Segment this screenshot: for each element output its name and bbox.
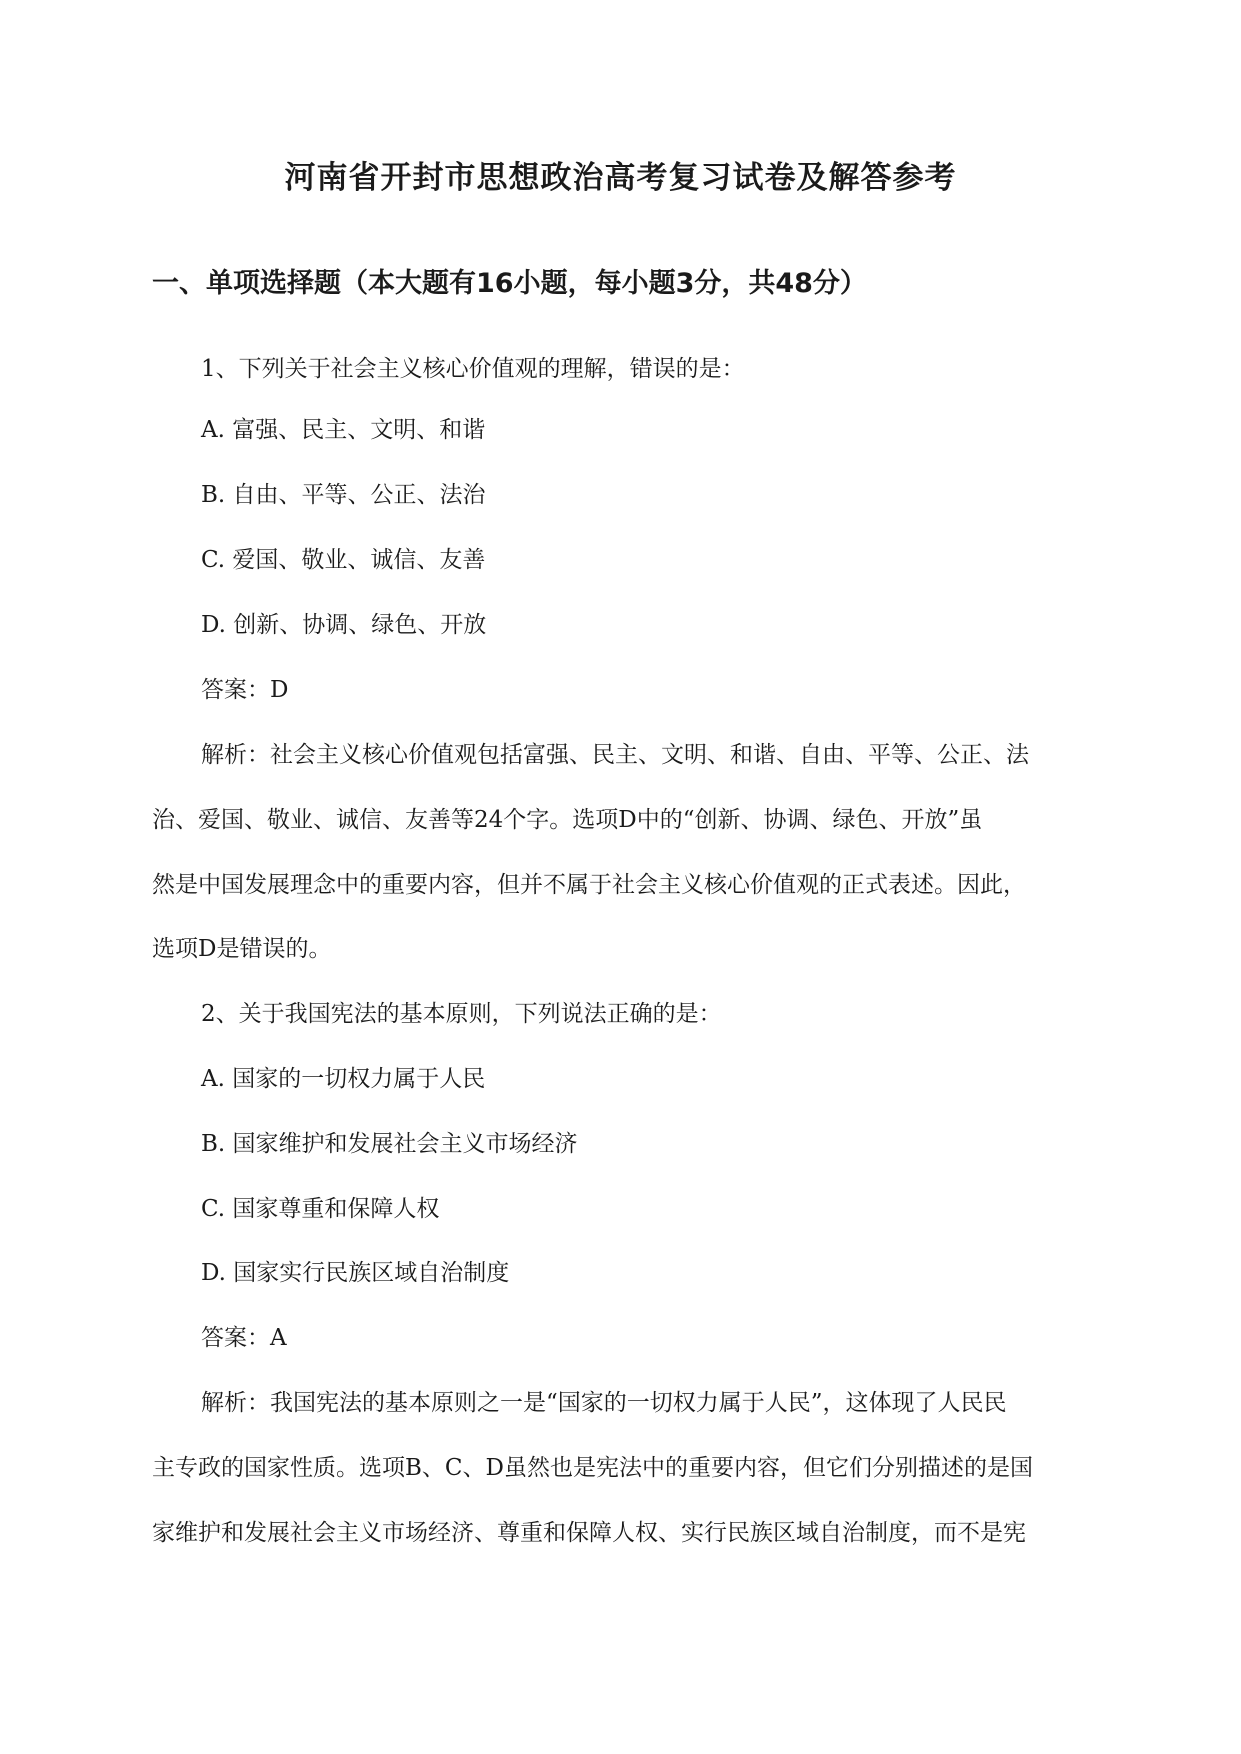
question-1-analysis-line-4: 选项D是错误的。 (152, 936, 332, 962)
question-2-analysis-line-3: 家维护和发展社会主义市场经济、尊重和保障人权、实行民族区域自治制度，而不是宪 (152, 1520, 1026, 1546)
question-1-stem: 1、下列关于社会主义核心价值观的理解，错误的是： (201, 356, 745, 382)
question-1-answer: 答案：D (201, 677, 289, 703)
question-1-analysis-line-3: 然是中国发展理念中的重要内容，但并不属于社会主义核心价值观的正式表述。因此， (152, 872, 1026, 898)
question-1-analysis-line-1: 解析：社会主义核心价值观包括富强、民主、文明、和谐、自由、平等、公正、法 (201, 742, 1029, 768)
question-1-option-b: B. 自由、平等、公正、法治 (201, 482, 486, 508)
question-1-analysis-line-2: 治、爱国、敬业、诚信、友善等24个字。选项D中的“创新、协调、绿色、开放”虽 (152, 807, 983, 833)
question-2-option-c: C. 国家尊重和保障人权 (201, 1196, 440, 1222)
question-2-analysis-line-1: 解析：我国宪法的基本原则之一是“国家的一切权力属于人民”，这体现了人民民 (201, 1390, 1007, 1416)
question-2-option-d: D. 国家实行民族区域自治制度 (201, 1260, 510, 1286)
question-2-option-b: B. 国家维护和发展社会主义市场经济 (201, 1131, 578, 1157)
question-2-option-a: A. 国家的一切权力属于人民 (201, 1066, 486, 1092)
section-heading: 一、单项选择题（本大题有16小题，每小题3分，共48分） (152, 268, 867, 299)
question-2-answer: 答案：A (201, 1325, 287, 1351)
question-1-option-a: A. 富强、民主、文明、和谐 (201, 417, 486, 443)
question-2-analysis-line-2: 主专政的国家性质。选项B、C、D虽然也是宪法中的重要内容，但它们分别描述的是国 (152, 1455, 1033, 1481)
question-2-stem: 2、关于我国宪法的基本原则，下列说法正确的是： (201, 1001, 722, 1027)
question-1-option-d: D. 创新、协调、绿色、开放 (201, 612, 487, 638)
question-1-option-c: C. 爱国、敬业、诚信、友善 (201, 547, 486, 573)
document-title: 河南省开封市思想政治高考复习试卷及解答参考 (284, 160, 957, 196)
